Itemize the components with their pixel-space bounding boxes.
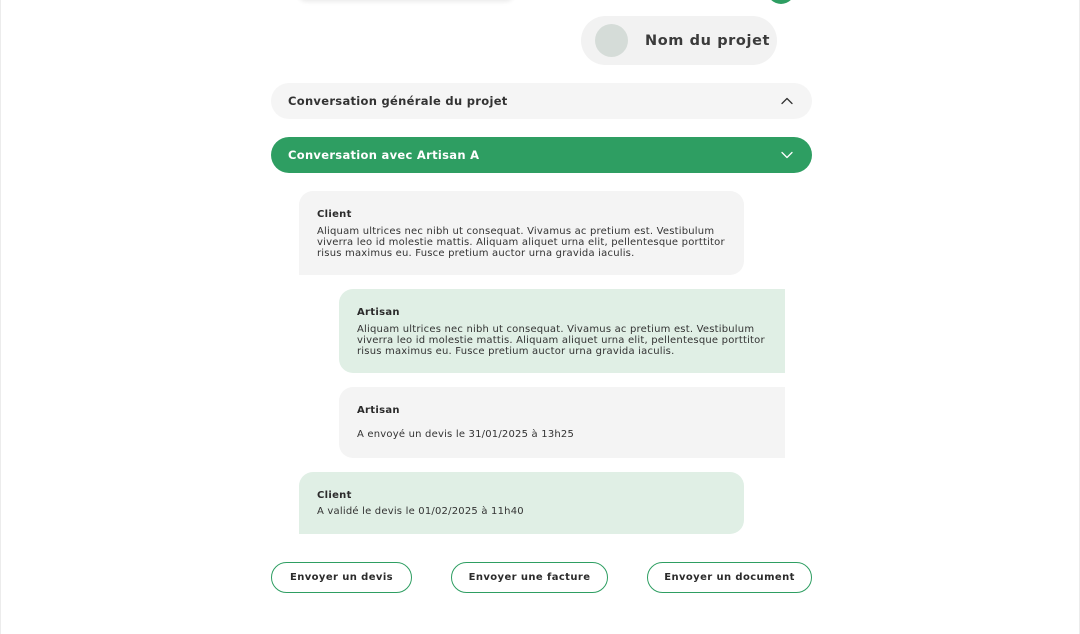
message-text: Aliquam ultrices nec nibh ut consequat. Vivamus ac pretium est. Vestibulum viverra leo id molestie mattis. Aliquam aliquet urna elit, pellentesque porttitor risus maximus eu. Fusce pretium auctor urna gravida iaculis. [317,226,725,259]
message-author: Artisan [357,307,400,318]
project-avatar [595,24,628,57]
accordion-general-title: Conversation générale du projet [288,94,508,108]
message-client-quote-validated [299,472,744,534]
accordion-artisan-conversation[interactable] [271,137,812,173]
message-client [299,191,744,275]
send-document-button[interactable]: Envoyer un document [647,562,812,593]
message-author: Client [317,490,352,501]
message-author: Client [317,209,352,220]
message-text: A envoyé un devis le 31/01/2025 à 13h25 [357,429,575,440]
project-chip[interactable] [581,16,777,65]
chevron-up-icon [780,96,794,106]
message-text: A validé le devis le 01/02/2025 à 11h40 [317,506,524,517]
message-author: Artisan [357,405,400,416]
message-text: Aliquam ultrices nec nibh ut consequat. Vivamus ac pretium est. Vestibulum viverra leo id molestie mattis. Aliquam aliquet urna elit, pellentesque porttitor risus maximus eu. Fusce pretium auctor urna gravida iaculis. [357,324,765,357]
message-artisan-quote-sent [339,387,785,458]
chevron-down-icon [780,150,794,160]
message-artisan [339,289,785,373]
accordion-artisan-title: Conversation avec Artisan A [288,148,480,162]
send-quote-button[interactable]: Envoyer un devis [271,562,412,593]
accordion-general-conversation[interactable] [271,83,812,119]
send-invoice-button[interactable]: Envoyer une facture [451,562,608,593]
scroll-indicator-edge [767,0,795,4]
project-name: Nom du projet [645,32,771,49]
